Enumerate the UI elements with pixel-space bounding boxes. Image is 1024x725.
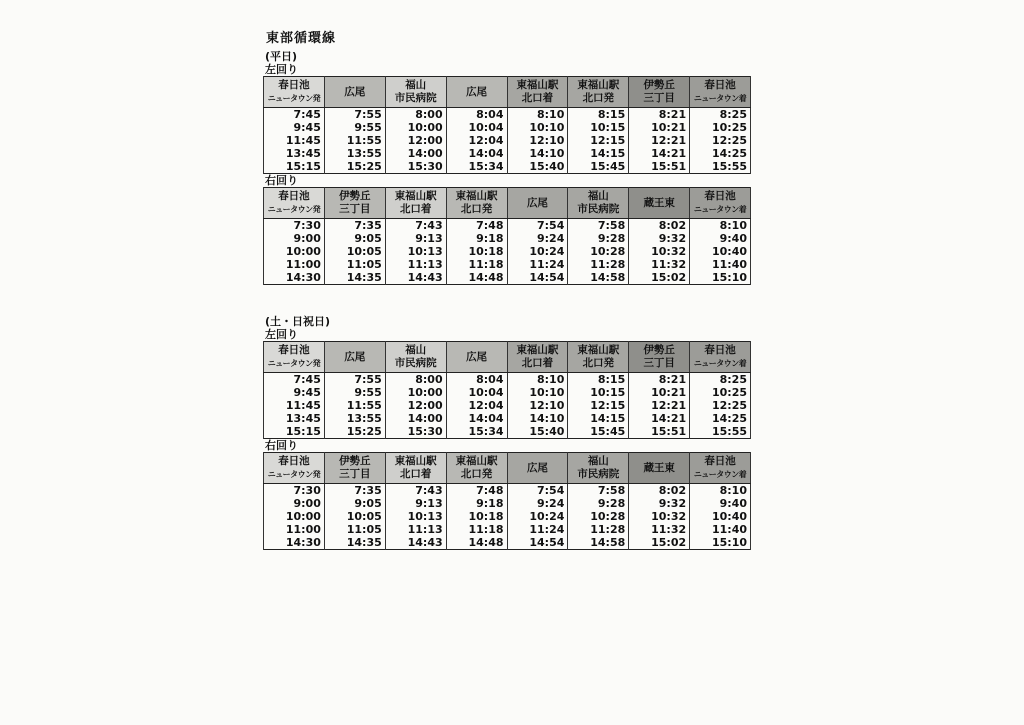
stop-header — [507, 342, 568, 373]
stop-subname: 北口発 — [460, 468, 493, 480]
stop-subname: 北口発 — [460, 203, 493, 215]
time-cell: 7:35 — [324, 484, 385, 498]
stop-header — [629, 77, 690, 108]
time-cell: 9:05 — [324, 497, 385, 510]
time-cell: 9:24 — [507, 497, 568, 510]
direction-label: 左回り — [265, 328, 298, 341]
time-cell: 10:10 — [507, 386, 568, 399]
table-row — [264, 510, 751, 523]
time-cell: 9:55 — [324, 386, 385, 399]
stop-name: 広尾 — [344, 85, 366, 98]
time-cell: 9:28 — [568, 232, 629, 245]
time-cell: 14:15 — [568, 412, 629, 425]
stop-header — [446, 453, 507, 484]
stop-name: 広尾 — [526, 196, 548, 209]
time-cell: 11:32 — [629, 523, 690, 536]
table-row — [264, 160, 751, 174]
time-cell: 10:00 — [264, 510, 325, 523]
stop-name: 福山 — [587, 455, 609, 467]
stop-header — [446, 342, 507, 373]
time-cell: 9:40 — [690, 497, 751, 510]
time-cell: 12:15 — [568, 399, 629, 412]
time-cell: 8:15 — [568, 108, 629, 122]
stop-header — [690, 77, 751, 108]
stop-subname: ニュータウン発 — [267, 359, 321, 368]
time-cell: 10:32 — [629, 510, 690, 523]
time-cell: 14:10 — [507, 412, 568, 425]
time-cell: 15:51 — [629, 425, 690, 439]
stop-header — [568, 342, 629, 373]
time-cell: 15:30 — [385, 160, 446, 174]
stop-subname: 三丁目 — [339, 468, 371, 480]
time-cell: 12:21 — [629, 134, 690, 147]
time-cell: 10:10 — [507, 121, 568, 134]
header-row — [264, 342, 751, 373]
stop-subname: 北口発 — [582, 92, 615, 104]
time-cell: 8:10 — [507, 108, 568, 122]
time-cell: 8:00 — [385, 108, 446, 122]
stop-subname: 北口着 — [521, 92, 554, 104]
time-cell: 15:40 — [507, 160, 568, 174]
time-cell: 14:10 — [507, 147, 568, 160]
stop-header — [324, 453, 385, 484]
time-cell: 9:24 — [507, 232, 568, 245]
time-cell: 11:13 — [385, 523, 446, 536]
time-cell: 11:13 — [385, 258, 446, 271]
time-cell: 10:28 — [568, 510, 629, 523]
time-cell: 15:45 — [568, 425, 629, 439]
stop-name: 福山 — [405, 79, 427, 91]
timetable-table — [263, 452, 751, 550]
stop-name: 春日池 — [278, 190, 310, 202]
table-row — [264, 271, 751, 285]
time-cell: 14:54 — [507, 536, 568, 550]
time-cell: 7:58 — [568, 219, 629, 233]
time-cell: 8:25 — [690, 373, 751, 387]
time-cell: 7:58 — [568, 484, 629, 498]
time-cell: 11:05 — [324, 523, 385, 536]
stop-subname: 市民病院 — [394, 357, 437, 369]
stop-name: 伊勢丘 — [339, 190, 371, 202]
stop-name: 広尾 — [526, 461, 548, 474]
stop-header — [324, 342, 385, 373]
time-cell: 14:21 — [629, 412, 690, 425]
time-cell: 7:45 — [264, 373, 325, 387]
time-cell: 14:00 — [385, 412, 446, 425]
header-row — [264, 453, 751, 484]
time-cell: 7:48 — [446, 219, 507, 233]
header-row — [264, 188, 751, 219]
time-cell: 14:25 — [690, 412, 751, 425]
time-cell: 11:55 — [324, 399, 385, 412]
timetable-table — [263, 187, 751, 285]
time-cell: 14:54 — [507, 271, 568, 285]
stop-name: 伊勢丘 — [643, 344, 675, 356]
time-cell: 9:32 — [629, 232, 690, 245]
time-cell: 8:21 — [629, 108, 690, 122]
stop-name: 東福山駅 — [577, 344, 620, 356]
time-cell: 11:00 — [264, 523, 325, 536]
timetable-sections — [263, 50, 753, 550]
direction-label: 左回り — [265, 63, 298, 76]
time-cell: 10:24 — [507, 510, 568, 523]
time-cell: 7:55 — [324, 108, 385, 122]
time-cell: 11:40 — [690, 523, 751, 536]
time-cell: 11:18 — [446, 523, 507, 536]
time-cell: 13:45 — [264, 147, 325, 160]
stop-header — [507, 77, 568, 108]
stop-header — [629, 342, 690, 373]
stop-name: 蔵王東 — [643, 461, 675, 474]
stop-header — [629, 188, 690, 219]
table-row — [264, 121, 751, 134]
time-cell: 13:55 — [324, 412, 385, 425]
header-row — [264, 77, 751, 108]
timetable-table — [263, 341, 751, 439]
stop-header — [264, 188, 325, 219]
table-row — [264, 425, 751, 439]
time-cell: 9:00 — [264, 232, 325, 245]
stop-subname: ニュータウン着 — [693, 359, 747, 368]
stop-subname: 三丁目 — [339, 203, 371, 215]
stop-header — [264, 453, 325, 484]
time-cell: 15:15 — [264, 425, 325, 439]
stop-header — [385, 453, 446, 484]
time-cell: 12:10 — [507, 399, 568, 412]
time-cell: 15:51 — [629, 160, 690, 174]
time-cell: 9:55 — [324, 121, 385, 134]
time-cell: 11:28 — [568, 523, 629, 536]
time-cell: 7:55 — [324, 373, 385, 387]
time-cell: 10:04 — [446, 121, 507, 134]
time-cell: 15:55 — [690, 160, 751, 174]
stop-name: 広尾 — [344, 350, 366, 363]
time-cell: 10:00 — [385, 386, 446, 399]
stop-name: 東福山駅 — [455, 190, 498, 202]
stop-subname: 北口発 — [582, 357, 615, 369]
time-cell: 10:21 — [629, 121, 690, 134]
stop-subname: ニュータウン着 — [693, 94, 747, 103]
stop-name: 東福山駅 — [516, 79, 559, 91]
time-cell: 8:04 — [446, 108, 507, 122]
stop-subname: 市民病院 — [577, 203, 620, 215]
stop-name: 広尾 — [466, 85, 488, 98]
time-cell: 9:45 — [264, 121, 325, 134]
stop-name: 福山 — [405, 344, 427, 356]
time-cell: 10:40 — [690, 510, 751, 523]
time-cell: 9:32 — [629, 497, 690, 510]
time-cell: 15:10 — [690, 536, 751, 550]
table-row — [264, 412, 751, 425]
time-cell: 11:45 — [264, 399, 325, 412]
time-cell: 10:15 — [568, 121, 629, 134]
time-cell: 14:21 — [629, 147, 690, 160]
time-cell: 15:40 — [507, 425, 568, 439]
time-cell: 9:40 — [690, 232, 751, 245]
stop-header — [446, 188, 507, 219]
table-row — [264, 219, 751, 233]
time-cell: 9:05 — [324, 232, 385, 245]
time-cell: 7:30 — [264, 484, 325, 498]
time-cell: 9:13 — [385, 232, 446, 245]
time-cell: 8:04 — [446, 373, 507, 387]
time-cell: 7:45 — [264, 108, 325, 122]
stop-header — [446, 77, 507, 108]
time-cell: 15:10 — [690, 271, 751, 285]
stop-subname: ニュータウン着 — [693, 470, 747, 479]
time-cell: 10:15 — [568, 386, 629, 399]
time-cell: 14:43 — [385, 271, 446, 285]
time-cell: 14:04 — [446, 147, 507, 160]
time-cell: 13:45 — [264, 412, 325, 425]
time-cell: 8:02 — [629, 484, 690, 498]
time-cell: 11:55 — [324, 134, 385, 147]
time-cell: 14:30 — [264, 271, 325, 285]
stop-subname: 北口着 — [521, 357, 554, 369]
time-cell: 15:25 — [324, 425, 385, 439]
time-cell: 12:15 — [568, 134, 629, 147]
time-cell: 11:24 — [507, 258, 568, 271]
time-cell: 14:58 — [568, 271, 629, 285]
stop-name: 春日池 — [278, 344, 310, 356]
time-cell: 8:02 — [629, 219, 690, 233]
table-row — [264, 399, 751, 412]
time-cell: 7:30 — [264, 219, 325, 233]
time-cell: 8:10 — [507, 373, 568, 387]
time-cell: 9:13 — [385, 497, 446, 510]
time-cell: 10:05 — [324, 510, 385, 523]
time-cell: 9:28 — [568, 497, 629, 510]
time-cell: 14:35 — [324, 271, 385, 285]
stop-subname: 市民病院 — [577, 468, 620, 480]
table-row — [264, 386, 751, 399]
time-cell: 9:45 — [264, 386, 325, 399]
stop-name: 春日池 — [704, 344, 736, 356]
stop-header — [568, 188, 629, 219]
stop-name: 春日池 — [704, 190, 736, 202]
stop-name: 春日池 — [278, 455, 310, 467]
time-cell: 7:43 — [385, 484, 446, 498]
time-cell: 15:30 — [385, 425, 446, 439]
time-cell: 10:13 — [385, 510, 446, 523]
time-cell: 14:04 — [446, 412, 507, 425]
time-cell: 15:34 — [446, 160, 507, 174]
stop-name: 東福山駅 — [394, 190, 437, 202]
time-cell: 14:58 — [568, 536, 629, 550]
time-cell: 10:25 — [690, 121, 751, 134]
time-cell: 15:34 — [446, 425, 507, 439]
table-row — [264, 147, 751, 160]
stop-header — [629, 453, 690, 484]
table-row — [264, 108, 751, 122]
stop-name: 東福山駅 — [577, 79, 620, 91]
time-cell: 9:18 — [446, 232, 507, 245]
time-cell: 11:18 — [446, 258, 507, 271]
time-cell: 10:05 — [324, 245, 385, 258]
stop-header — [324, 188, 385, 219]
timetable-sheet — [263, 30, 753, 550]
time-cell: 13:55 — [324, 147, 385, 160]
time-cell: 14:48 — [446, 271, 507, 285]
time-cell: 9:00 — [264, 497, 325, 510]
time-cell: 10:00 — [385, 121, 446, 134]
stop-subname: ニュータウン着 — [693, 205, 747, 214]
time-cell: 15:02 — [629, 271, 690, 285]
time-cell: 11:32 — [629, 258, 690, 271]
time-cell: 7:35 — [324, 219, 385, 233]
day-type-label: (土・日祝日) — [265, 315, 331, 328]
stop-subname: 北口着 — [399, 468, 432, 480]
stop-subname: 三丁目 — [643, 92, 675, 104]
time-cell: 15:45 — [568, 160, 629, 174]
time-cell: 12:00 — [385, 399, 446, 412]
time-cell: 8:15 — [568, 373, 629, 387]
stop-name: 広尾 — [466, 350, 488, 363]
direction-label: 右回り — [265, 174, 298, 187]
stop-name: 春日池 — [704, 79, 736, 91]
stop-subname: 北口着 — [399, 203, 432, 215]
time-cell: 11:05 — [324, 258, 385, 271]
stop-subname: 三丁目 — [643, 357, 675, 369]
table-row — [264, 258, 751, 271]
time-cell: 15:15 — [264, 160, 325, 174]
time-cell: 10:13 — [385, 245, 446, 258]
time-cell: 14:25 — [690, 147, 751, 160]
stop-header — [385, 342, 446, 373]
time-cell: 7:48 — [446, 484, 507, 498]
time-cell: 7:43 — [385, 219, 446, 233]
time-cell: 14:15 — [568, 147, 629, 160]
table-row — [264, 484, 751, 498]
time-cell: 12:04 — [446, 134, 507, 147]
table-row — [264, 497, 751, 510]
stop-header — [264, 342, 325, 373]
time-cell: 14:48 — [446, 536, 507, 550]
time-cell: 8:00 — [385, 373, 446, 387]
time-cell: 11:45 — [264, 134, 325, 147]
time-cell: 10:24 — [507, 245, 568, 258]
time-cell: 8:10 — [690, 484, 751, 498]
stop-name: 福山 — [587, 190, 609, 202]
time-cell: 11:28 — [568, 258, 629, 271]
time-cell: 12:10 — [507, 134, 568, 147]
stop-header — [690, 188, 751, 219]
stop-subname: ニュータウン発 — [267, 94, 321, 103]
stop-header — [385, 188, 446, 219]
time-cell: 15:55 — [690, 425, 751, 439]
time-cell: 11:00 — [264, 258, 325, 271]
time-cell: 7:54 — [507, 484, 568, 498]
table-row — [264, 134, 751, 147]
stop-name: 東福山駅 — [394, 455, 437, 467]
time-cell: 10:28 — [568, 245, 629, 258]
time-cell: 10:40 — [690, 245, 751, 258]
stop-name: 東福山駅 — [516, 344, 559, 356]
stop-header — [324, 77, 385, 108]
time-cell: 11:24 — [507, 523, 568, 536]
route-title: 東部循環線 — [266, 31, 337, 46]
time-cell: 8:25 — [690, 108, 751, 122]
time-cell: 10:21 — [629, 386, 690, 399]
time-cell: 10:32 — [629, 245, 690, 258]
stop-subname: ニュータウン発 — [267, 470, 321, 479]
table-row — [264, 232, 751, 245]
time-cell: 7:54 — [507, 219, 568, 233]
time-cell: 15:25 — [324, 160, 385, 174]
time-cell: 10:04 — [446, 386, 507, 399]
stop-subname: ニュータウン発 — [267, 205, 321, 214]
time-cell: 8:10 — [690, 219, 751, 233]
stop-subname: 市民病院 — [394, 92, 437, 104]
time-cell: 14:00 — [385, 147, 446, 160]
time-cell: 11:40 — [690, 258, 751, 271]
stop-name: 蔵王東 — [643, 196, 675, 209]
time-cell: 10:18 — [446, 510, 507, 523]
section-spacer — [263, 285, 753, 315]
time-cell: 14:43 — [385, 536, 446, 550]
time-cell: 10:00 — [264, 245, 325, 258]
stop-header — [690, 342, 751, 373]
time-cell: 10:25 — [690, 386, 751, 399]
stop-name: 伊勢丘 — [643, 79, 675, 91]
time-cell: 12:00 — [385, 134, 446, 147]
stop-header — [507, 188, 568, 219]
table-row — [264, 245, 751, 258]
stop-name: 春日池 — [704, 455, 736, 467]
time-cell: 14:30 — [264, 536, 325, 550]
time-cell: 12:25 — [690, 134, 751, 147]
stop-header — [385, 77, 446, 108]
time-cell: 9:18 — [446, 497, 507, 510]
table-row — [264, 523, 751, 536]
stop-header — [568, 453, 629, 484]
time-cell: 8:21 — [629, 373, 690, 387]
stop-header — [568, 77, 629, 108]
stop-header — [507, 453, 568, 484]
stop-name: 春日池 — [278, 79, 310, 91]
time-cell: 15:02 — [629, 536, 690, 550]
time-cell: 10:18 — [446, 245, 507, 258]
day-type-label: (平日) — [265, 50, 298, 63]
table-row — [264, 373, 751, 387]
stop-header — [264, 77, 325, 108]
stop-name: 東福山駅 — [455, 455, 498, 467]
stop-header — [690, 453, 751, 484]
direction-label: 右回り — [265, 439, 298, 452]
stop-name: 伊勢丘 — [339, 455, 371, 467]
time-cell: 14:35 — [324, 536, 385, 550]
time-cell: 12:25 — [690, 399, 751, 412]
time-cell: 12:21 — [629, 399, 690, 412]
time-cell: 12:04 — [446, 399, 507, 412]
timetable-table — [263, 76, 751, 174]
table-row — [264, 536, 751, 550]
